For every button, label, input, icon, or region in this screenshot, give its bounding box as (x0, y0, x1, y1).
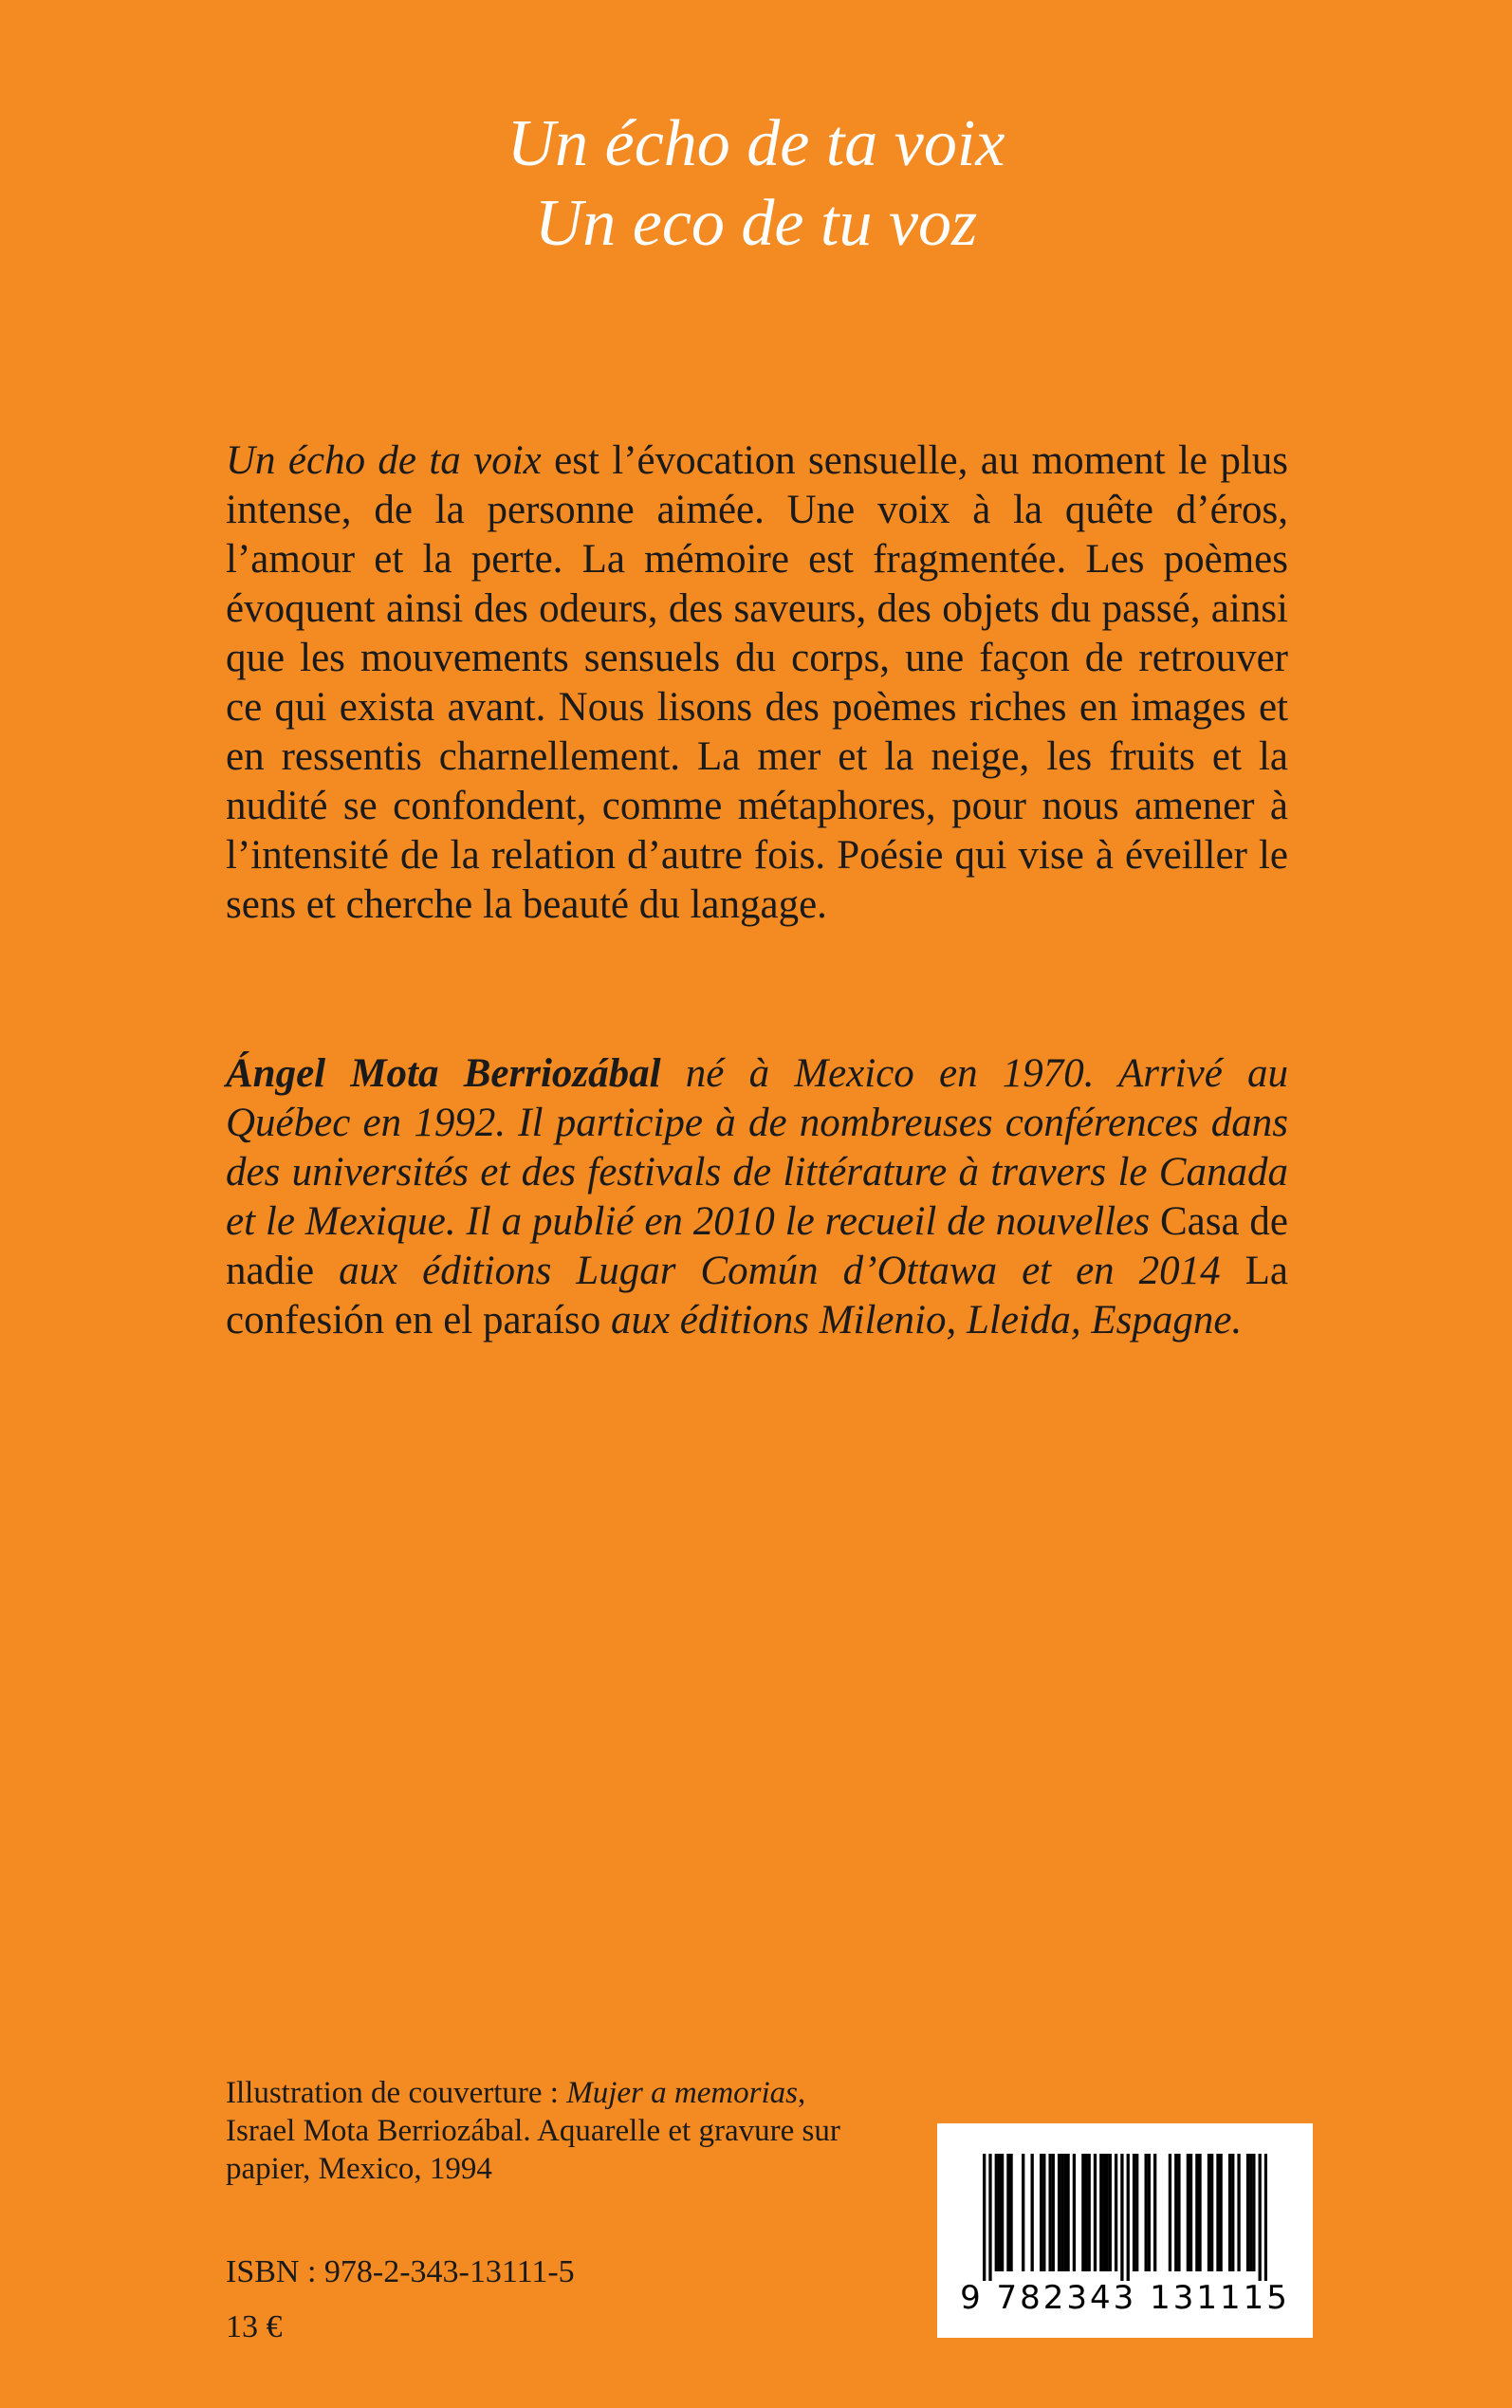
illustration-credits (226, 2074, 871, 2188)
barcode-bar (1259, 2154, 1262, 2281)
price-label: 13 € (226, 2309, 283, 2344)
barcode-bar (1001, 2154, 1004, 2271)
title-french: Un écho de ta voix (507, 107, 1005, 180)
author-bio (226, 1049, 1288, 1345)
title-spanish: Un eco de tu voz (534, 187, 978, 260)
barcode-bar (1169, 2154, 1171, 2271)
barcode-bar (1022, 2154, 1024, 2271)
barcode-bar (1099, 2154, 1102, 2271)
synopsis-paragraph (226, 436, 1288, 930)
credits-prefix: Illustration de couverture : (226, 2076, 567, 2110)
barcode-bar (1264, 2154, 1267, 2281)
barcode-bar (1219, 2154, 1222, 2271)
author-name: Ángel Mota Berriozábal (226, 1051, 661, 1096)
barcode-bar (1145, 2154, 1148, 2271)
barcode-bar (1040, 2154, 1042, 2271)
barcode-bar (1060, 2154, 1063, 2271)
barcode-bar (1102, 2154, 1105, 2271)
barcode-bar (1208, 2154, 1210, 2271)
barcode-bar (1174, 2154, 1177, 2271)
barcode-bar (1237, 2154, 1240, 2271)
barcode-bar (1135, 2154, 1138, 2271)
barcode-bar (1052, 2154, 1055, 2271)
barcode-bar (1094, 2154, 1097, 2271)
bio-book-1: Casa de nadie (226, 1199, 1288, 1293)
bio-text-1: né à Mexico en 1970. Arrivé au Québec en 1992. Il participe à de nombreuses conférences dans des universités et des festivals de littérature à travers le Canada et le Mexique. Il a publié en 2010 le recueil de nouvelles (226, 1051, 1288, 1244)
barcode-bar (1105, 2154, 1108, 2271)
barcode-bar (988, 2154, 991, 2281)
barcode-bar (1120, 2154, 1123, 2281)
barcode-bar (1073, 2154, 1076, 2271)
barcode-bar (1246, 2154, 1249, 2271)
barcode-bar (1081, 2154, 1084, 2271)
barcode-bar (1031, 2154, 1034, 2271)
barcode-bar (1231, 2154, 1234, 2271)
barcode-bar (1210, 2154, 1213, 2271)
barcode-bar (1187, 2154, 1189, 2271)
barcode-bar (1058, 2154, 1060, 2271)
bio-text-3: aux éditions Milenio, Lleida, Espagne. (600, 1298, 1243, 1343)
barcode-bar (1252, 2154, 1255, 2271)
bio-book-2: La confesión en el paraíso (226, 1249, 1288, 1343)
barcode (937, 2123, 1313, 2338)
credits-artwork: Mujer a memorias (566, 2076, 799, 2110)
barcode-bars (983, 2154, 1267, 2281)
barcode-bar (1088, 2154, 1091, 2271)
barcode-bar (1127, 2154, 1130, 2281)
cover-title-block (0, 104, 1512, 264)
barcode-bar (1109, 2154, 1112, 2271)
barcode-bar (1177, 2154, 1180, 2271)
barcode-bar (995, 2154, 998, 2271)
barcode-bar (1153, 2154, 1156, 2271)
barcode-bar (1195, 2154, 1198, 2271)
barcode-bar (1042, 2154, 1045, 2271)
synopsis-text: est l’évocation sensuelle, au moment le plus intense, de la personne aimée. Une voix à la quête d’éros, l’amour et la perte. La mémoire est fragmentée. Les poèmes évoquent ainsi des odeurs, des saveurs, des objets du passé, ainsi que les mouvements sensuels du corps, une façon de retrouver ce qui exista avant. Nous lisons des poèmes riches en images et en ressentis charnellement. La mer et la neige, les fruits et la nudité se confondent, comme métaphores, pour nous amener à l’intensité de la relation d’autre fois. Poésie qui vise à éveiller le sens et cherche la beauté du langage. (226, 438, 1289, 927)
barcode-bar (1228, 2154, 1231, 2271)
barcode-bar (998, 2154, 1001, 2271)
bio-text-2: aux éditions Lugar Común d’Ottawa et en 2014 (314, 1249, 1245, 1293)
synopsis-title-ref: Un écho de ta voix (226, 438, 542, 483)
barcode-bar (1148, 2154, 1151, 2271)
barcode-bar (1115, 2154, 1117, 2271)
barcode-bar (1009, 2154, 1012, 2271)
barcode-bar (1066, 2154, 1069, 2271)
barcode-bar (1048, 2154, 1051, 2271)
barcode-bar (1084, 2154, 1087, 2271)
barcode-bar (983, 2154, 986, 2281)
barcode-bar (1006, 2154, 1009, 2271)
barcode-bar (1133, 2154, 1135, 2271)
barcode-bar (1249, 2154, 1252, 2271)
barcode-bar (1216, 2154, 1219, 2271)
barcode-bar (1063, 2154, 1066, 2271)
barcode-bar (1189, 2154, 1192, 2271)
barcode-bar (1198, 2154, 1201, 2271)
credits-suffix: , Israel Mota Berriozábal. Aquarelle et gravure sur papier, Mexico, 1994 (226, 2076, 840, 2186)
barcode-digits: 9 782343 131115 (960, 2279, 1290, 2317)
isbn-label: ISBN : 978-2-343-13111-5 (226, 2254, 575, 2289)
